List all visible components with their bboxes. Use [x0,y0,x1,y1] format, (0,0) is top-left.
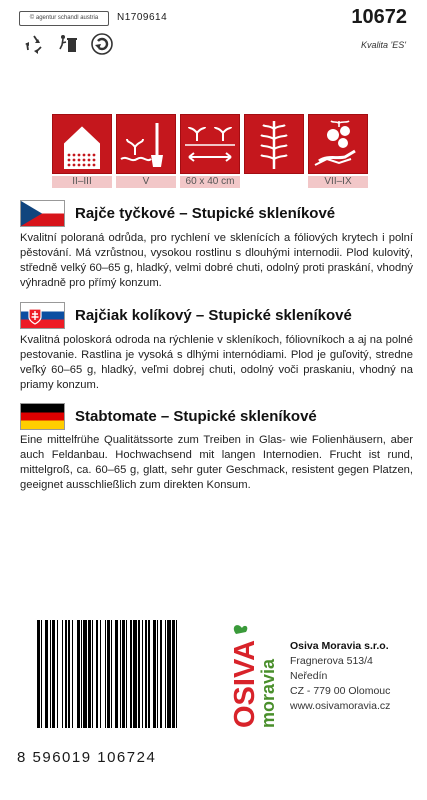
harvest-hand-icon [308,114,368,174]
agency-stamp: © agentur schandl austria [19,11,109,26]
staked-plant-icon [244,114,304,174]
planting-shovel-icon [116,114,176,174]
company-name: Osiva Moravia s.r.o. [290,640,389,652]
panel-harvest [308,114,368,188]
panel-spacing [180,114,240,188]
cultivation-panels [52,114,368,188]
heading-german: Stabtomate – Stupické skleníkové [75,408,317,425]
section-heading-slovak [20,302,352,329]
barcode-digits: 8 596019 106724 [17,749,157,766]
company-street: Fragnerova 513/4 [290,655,373,667]
tidyman-icon [56,32,80,56]
heading-czech: Rajče tyčkové – Stupické skleníkové [75,205,336,222]
barcode [37,620,224,740]
description-german: Eine mittelfrühe Qualitätssorte zum Treiben in Glas- wie Folienhäusern, aber auch Feldanbau. Hochwachsend mit langen Internodien. Frucht ist rund, mittelgroß, ca. 60–65 g, glatt, sehr guter Geschmack, resistent gegen Platzen, geeignet ausschließlich zum direkten Konsum. [20,434,413,491]
czech-flag [20,200,65,227]
recycle-icons [22,32,114,56]
description-czech: Kvalitní poloraná odrůda, pro rychlení ve sklenících a fóliových krytech i polní pěstování. Má vzrůstnou, vysokou rostlinu s dlouhými internodii. Plod kulovitý, středně velký 60–65 g, hladký, velmi dobré chuti, odolný proti praskání, vhodný výhradně pro přímý konzum. [20,232,413,289]
panel-staking [244,114,304,188]
quality-label: Kvalita 'ES' [361,40,406,50]
section-heading-german [20,403,317,430]
german-flag [20,403,65,430]
panel-label: II–III [52,176,112,188]
product-code: N1709614 [117,12,168,23]
seedling-spacing-icon [180,114,240,174]
company-city: Neředín [290,670,328,682]
company-web[interactable]: www.osivamoravia.cz [290,700,391,712]
svg-text:moravia: moravia [258,658,278,728]
svg-text:OSIVA: OSIVA [229,639,261,728]
barcode-bars [37,620,224,730]
panel-label: VII–IX [308,176,368,188]
barcode-bar [177,620,180,728]
catalog-number: 10672 [351,6,407,28]
panel-planting [116,114,176,188]
recycle-icon [22,32,46,56]
panel-sowing [52,114,112,188]
description-slovak: Kvalitná poloskorá odroda na rýchlenie v skleníkoch, fóliovníkoch a aj na polné pestovanie. Rastlina je vysoká s dlhými internódiami. Plod je guľovitý, stredne veľký 60–65 g, hladký, veľmi dobrej chuti, odolný voči praskaniu, vhodný na priamy konzum. [20,334,413,391]
panel-label: 60 x 40 cm [180,176,240,188]
section-heading-czech [20,200,335,227]
greenhouse-sowing-icon [52,114,112,174]
company-postal: CZ - 779 00 Olomouc [290,685,391,697]
green-dot-icon [90,32,114,56]
osiva-moravia-logo [224,622,282,730]
heading-slovak: Rajčiak kolíkový – Stupické skleníkové [75,307,352,324]
slovak-flag [20,302,65,329]
company-info [290,639,390,714]
panel-label: V [116,176,176,188]
